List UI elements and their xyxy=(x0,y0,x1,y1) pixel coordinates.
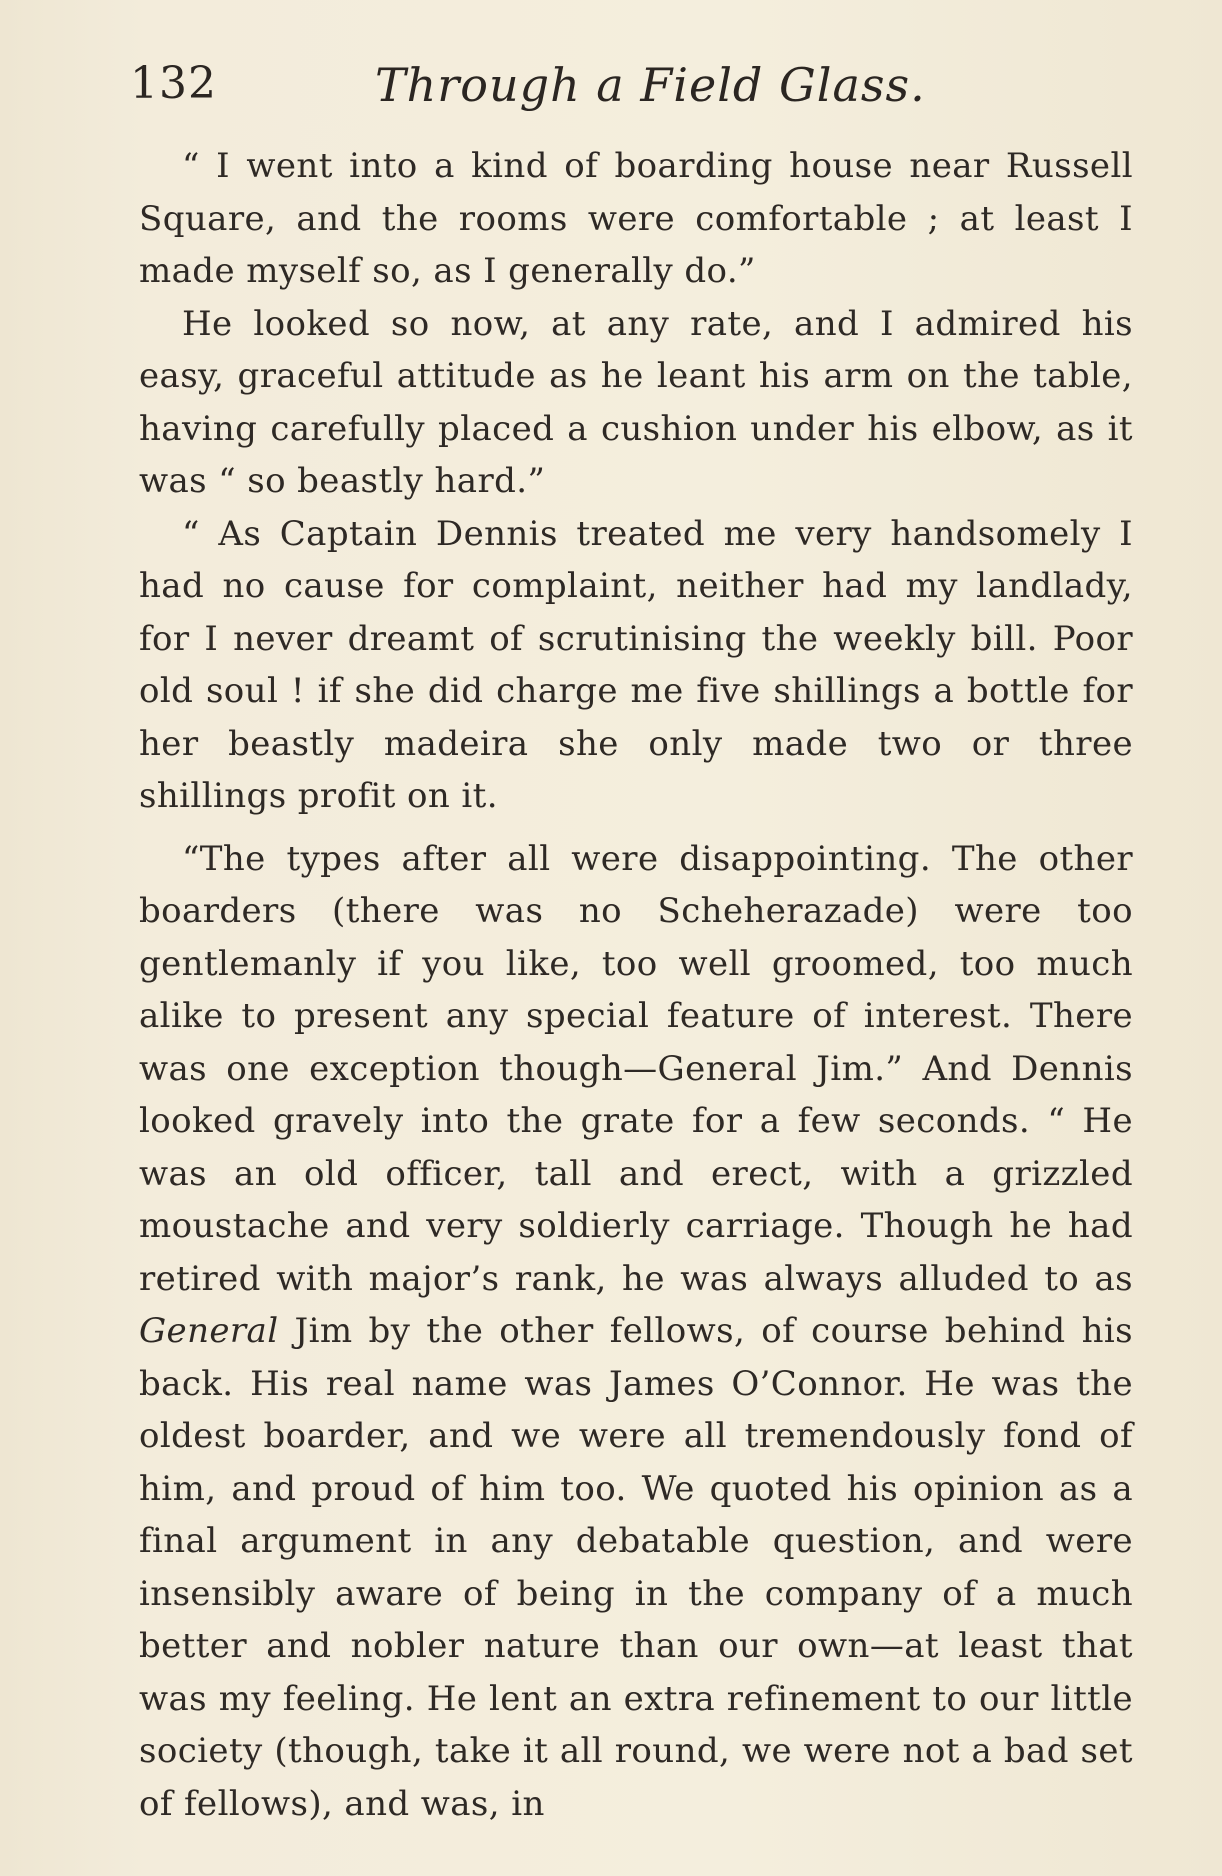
paragraph xyxy=(139,833,1133,1831)
running-title: Through a Field Glass. xyxy=(375,58,926,112)
italic-word: General xyxy=(139,1311,279,1351)
body-text xyxy=(139,140,1133,1830)
page-header xyxy=(130,58,1090,118)
paragraph: “ I went into a kind of boarding house near Russell Square, and the rooms were comfortable ; at least I made myself so, as I generally do.” xyxy=(139,146,1133,291)
page-number: 132 xyxy=(130,58,217,109)
paragraph: He looked so now, at any rate, and I admired his easy, graceful attitude as he leant his arm on the table, having carefully placed a cushion under his elbow, as it was “ so beastly hard.” xyxy=(139,303,1133,501)
paragraph: “ As Captain Dennis treated me very handsomely I had no cause for complaint, neither had my landlady, for I never dreamt of scrutinising the weekly bill. Poor old soul ! if she did charge me five shillings a bottle for her beastly madeira she only made two or three shillings profit on it. xyxy=(139,513,1133,816)
paragraph-text: “The types after all were disappointing. The other boarders (there was no Scheherazade) were too gentlemanly if you like, too well groomed, too much alike to present any special feature of interest. There was one exception though—General Jim.” And Dennis looked gravely into the grate for a few seconds. “ He was an old officer, tall and erect, with a grizzled moustache and very soldierly carriage. Though he had retired with major’s rank, he was always alluded to as xyxy=(139,838,1133,1299)
paragraph-text: Jim by the other fellows, of course behind his back. His real name was James O’Connor. He was the oldest boarder, and we were all tremendously fond of him, and proud of him too. We quoted his opinion as a final argument in any debatable question, and were insensibly aware of being in the company of a much better and nobler nature than our own—at least that was my feeling. He lent an extra refinement to our little society (though, take it all round, we were not a bad set of fellows), and was, in xyxy=(139,1311,1133,1824)
